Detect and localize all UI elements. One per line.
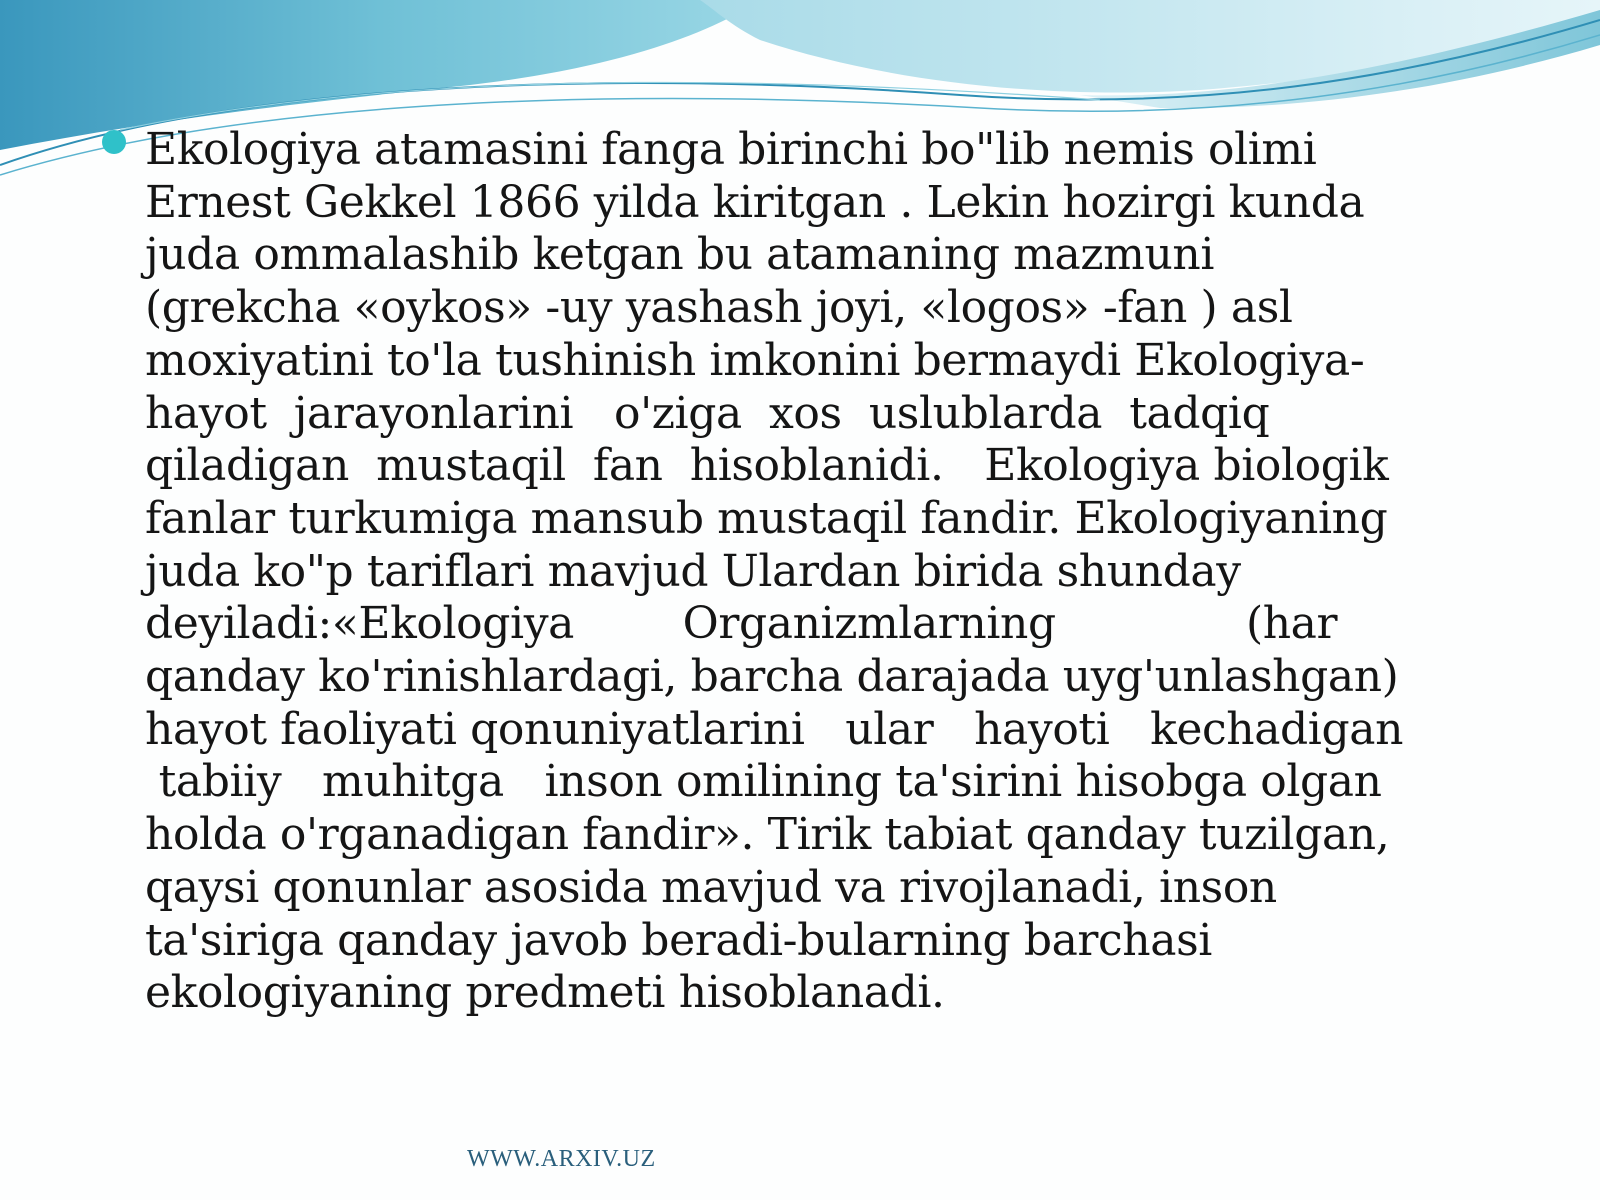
bullet-icon: [102, 130, 126, 154]
footer-website-label: WWW.ARXIV.UZ: [467, 1146, 656, 1172]
slide-body-text: Ekologiya atamasini fanga birinchi bo"lib nemis olimi Ernest Gekkel 1866 yilda kiritgan . Lekin hozirgi kunda juda ommalashib ketgan bu atamaning mazmuni (grekcha «oykos» -uy yashash joyi, «logos» -fan ) asl moxiyatini to'la tushinish imkonini bermaydi Ekologiya- hayot jarayonlarini o'ziga xos uslublarda tadqiq qiladigan mustaqil fan hisoblanidi. Ekologiya biologik fanlar turkumiga mansub mustaqil fandir. Ekologiyaning juda ko"p tariflari mavjud Ulardan birida shunday deyiladi:«Ekologiya Organizmlarning (har qanday ko'rinishlardagi, barcha darajada uyg'unlashgan) hayot faoliyati qonuniyatlarini ular hayoti kechadigan tabiiy muhitga inson omilining ta'sirini hisobga olgan holda o'rganadigan fandir». Tirik tabiat qanday tuzilgan, qaysi qonunlar asosida mavjud va rivojlanadi, inson ta'siriga qanday javob beradi-bularning barchasi ekologiyaning predmeti hisoblanadi.: [145, 124, 1404, 1019]
